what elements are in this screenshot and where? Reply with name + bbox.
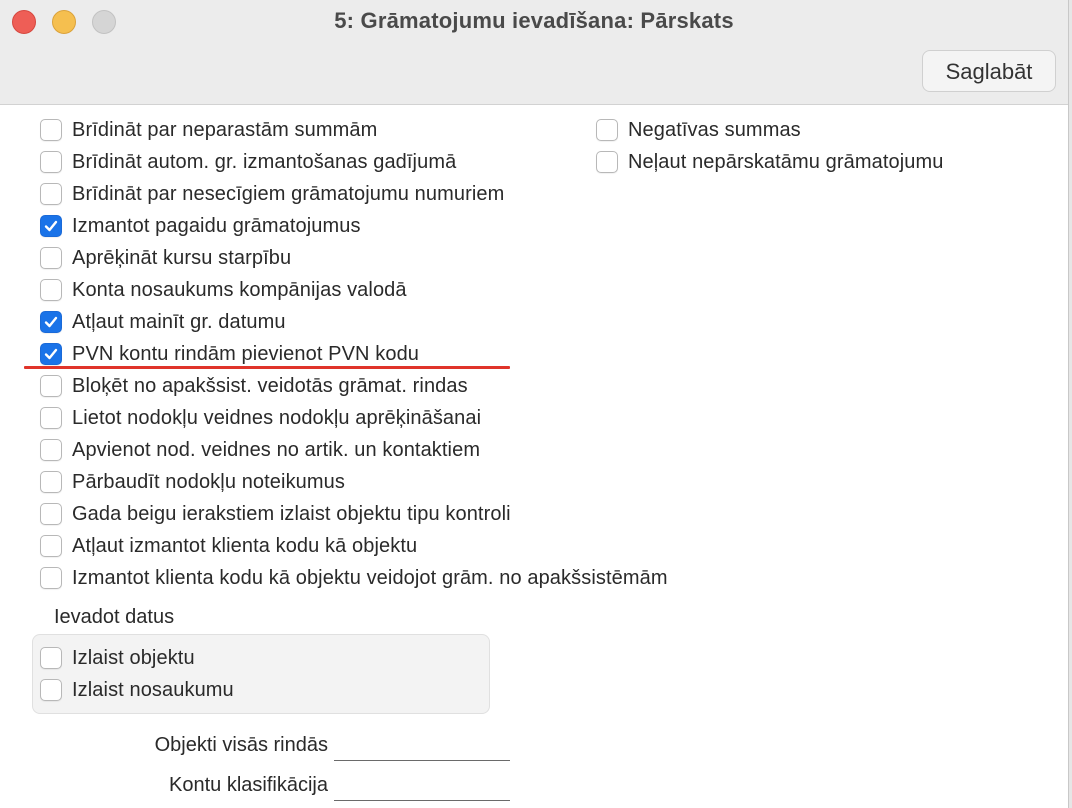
left-option[interactable] xyxy=(40,371,468,401)
checkbox[interactable] xyxy=(40,407,62,429)
title-bar xyxy=(0,0,1068,105)
left-option[interactable] xyxy=(40,307,286,337)
left-option-label: Izmantot klienta kodu kā objektu veidojot grām. no apakšsistēmām xyxy=(72,566,668,589)
highlight-underline xyxy=(24,366,510,369)
checkbox[interactable] xyxy=(40,471,62,493)
objects-all-rows-label: Objekti visās rindās xyxy=(154,734,328,756)
right-option[interactable] xyxy=(596,147,943,177)
left-option-label: Bloķēt no apakšsist. veidotās grāmat. rindas xyxy=(72,374,468,397)
checkbox-checked[interactable] xyxy=(40,343,62,365)
checkbox[interactable] xyxy=(40,151,62,173)
checkmark-icon xyxy=(43,218,59,234)
checkmark-icon xyxy=(43,314,59,330)
right-option-label: Negatīvas summas xyxy=(628,118,801,141)
left-option-label: Brīdināt par nesecīgiem grāmatojumu numuriem xyxy=(72,182,505,205)
checkbox[interactable] xyxy=(40,647,62,669)
checkmark-icon xyxy=(43,346,59,362)
checkbox[interactable] xyxy=(40,183,62,205)
left-option-label: Brīdināt autom. gr. izmantošanas gadījumā xyxy=(72,150,457,173)
left-option[interactable] xyxy=(40,467,345,497)
data-entry-option[interactable] xyxy=(40,643,195,673)
left-option[interactable] xyxy=(40,211,361,241)
left-option-label: Gada beigu ierakstiem izlaist objektu tipu kontroli xyxy=(72,502,511,525)
left-option-label: Brīdināt par neparastām summām xyxy=(72,118,378,141)
left-option-label: Izmantot pagaidu grāmatojumus xyxy=(72,214,361,237)
checkbox-checked[interactable] xyxy=(40,311,62,333)
left-option[interactable] xyxy=(40,499,511,529)
checkbox[interactable] xyxy=(40,375,62,397)
account-classification-label: Kontu klasifikācija xyxy=(169,774,328,796)
checkbox-checked[interactable] xyxy=(40,215,62,237)
window-title: 5: Grāmatojumu ievadīšana: Pārskats xyxy=(334,8,734,33)
left-option-label: Atļaut mainīt gr. datumu xyxy=(72,310,286,333)
checkbox[interactable] xyxy=(40,535,62,557)
data-entry-option-label: Izlaist nosaukumu xyxy=(72,678,234,701)
left-option[interactable] xyxy=(40,179,504,209)
left-option[interactable] xyxy=(40,563,668,593)
checkbox[interactable] xyxy=(40,503,62,525)
checkbox[interactable] xyxy=(40,439,62,461)
objects-all-rows-field[interactable] xyxy=(334,734,510,761)
data-entry-option[interactable] xyxy=(40,675,234,705)
left-option-label: Konta nosaukums kompānijas valodā xyxy=(72,278,407,301)
left-option-label: Pārbaudīt nodokļu noteikumus xyxy=(72,470,345,493)
left-option[interactable] xyxy=(40,243,291,273)
checkbox[interactable] xyxy=(40,247,62,269)
left-option[interactable] xyxy=(40,275,407,305)
data-entry-option-label: Izlaist objektu xyxy=(72,646,195,669)
left-option-label: Atļaut izmantot klienta kodu kā objektu xyxy=(72,534,418,557)
checkbox[interactable] xyxy=(40,119,62,141)
checkbox[interactable] xyxy=(40,679,62,701)
save-button[interactable]: Saglabāt xyxy=(922,50,1056,92)
left-option[interactable] xyxy=(40,531,417,561)
checkbox[interactable] xyxy=(596,151,618,173)
left-option[interactable] xyxy=(40,403,481,433)
left-option-label: PVN kontu rindām pievienot PVN kodu xyxy=(72,342,420,365)
left-option-label: Aprēķināt kursu starpību xyxy=(72,246,292,269)
left-option[interactable] xyxy=(40,339,419,369)
data-entry-title: Ievadot datus xyxy=(54,606,175,628)
right-option-label: Neļaut nepārskatāmu grāmatojumu xyxy=(628,150,944,173)
left-option[interactable] xyxy=(40,147,456,177)
left-option-label: Apvienot nod. veidnes no artik. un kontaktiem xyxy=(72,438,481,461)
left-option[interactable] xyxy=(40,435,480,465)
right-option[interactable] xyxy=(596,115,801,145)
checkbox[interactable] xyxy=(596,119,618,141)
checkbox[interactable] xyxy=(40,567,62,589)
checkbox[interactable] xyxy=(40,279,62,301)
left-option[interactable] xyxy=(40,115,377,145)
account-classification-field[interactable] xyxy=(334,774,510,801)
left-option-label: Lietot nodokļu veidnes nodokļu aprēķināšanai xyxy=(72,406,482,429)
